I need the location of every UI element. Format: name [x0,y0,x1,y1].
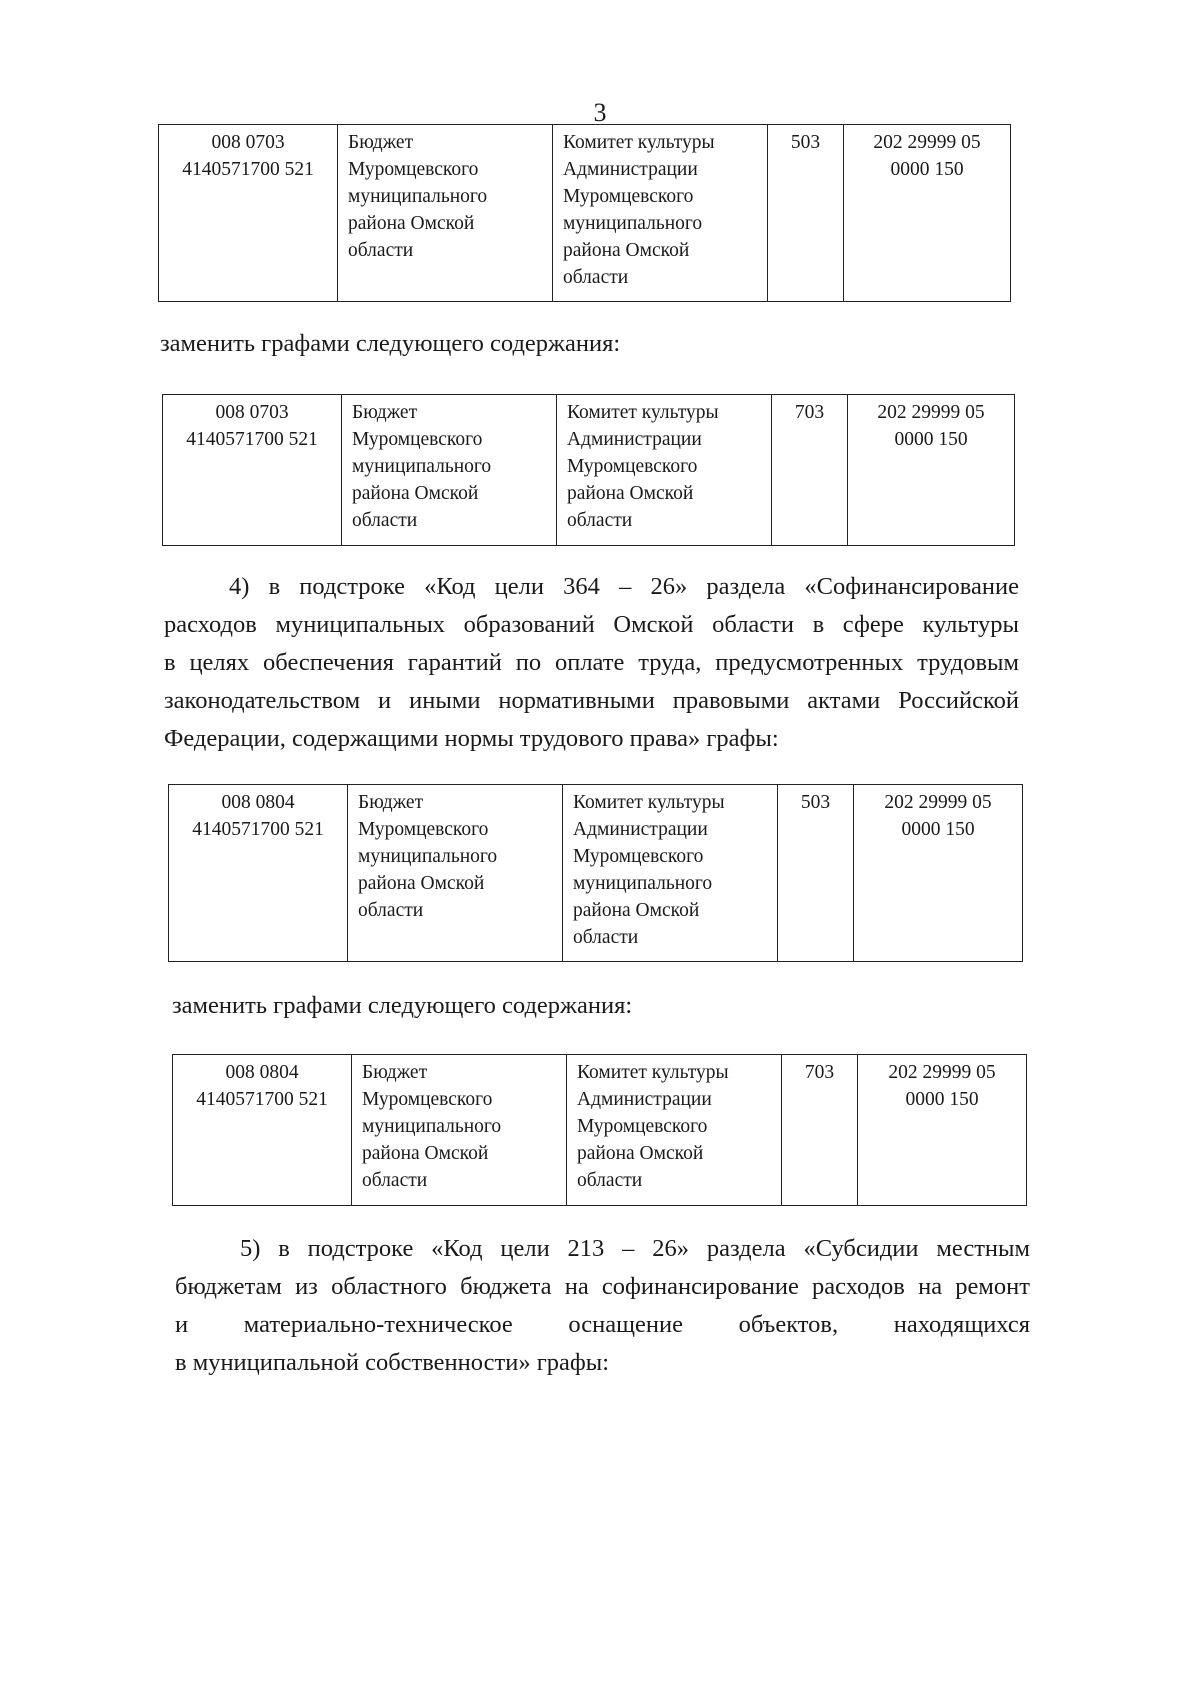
code-line-2: 4140571700 521 [196,1089,328,1110]
item-5-line: в муниципальной собственности» графы: [175,1349,610,1376]
budget-cell [342,395,557,546]
page-number: 3 [593,98,607,127]
committee-cell [557,395,772,546]
committee-cell [563,785,778,962]
budget-line: Бюджет [358,792,424,813]
committee-line: Комитет культуры [573,792,725,813]
replace-instruction-1: заменить графами следующего содержания: [160,330,621,357]
table-row [159,125,1011,302]
kbk-line-2: 0000 150 [890,159,964,180]
committee-line: Администрации [563,159,698,180]
kbk-line-2: 0000 150 [894,429,968,450]
code-cell [173,1055,352,1206]
code-line-1: 008 0804 [225,1062,299,1083]
budget-line: муниципального [358,846,498,867]
committee-line: района Омской [577,1143,704,1164]
committee-line: области [563,267,629,288]
code-cell [169,785,348,962]
budget-line: Муромцевского [348,159,479,180]
budget-cell [338,125,553,302]
committee-line: района Омской [563,240,690,261]
committee-line: области [567,510,633,531]
budget-line: области [362,1170,428,1191]
kbk-line-1: 202 29999 05 [873,132,981,153]
budget-line: муниципального [352,456,492,477]
kbk-line-1: 202 29999 05 [877,402,985,423]
number-cell: 503 [778,785,854,962]
item-5-paragraph [175,1230,1030,1382]
kbk-cell [854,785,1023,962]
budget-line: области [352,510,418,531]
code-line-1: 008 0804 [221,792,295,813]
table-original-0804 [168,784,1023,962]
committee-line: Комитет культуры [577,1062,729,1083]
budget-line: муниципального [348,186,488,207]
committee-line: муниципального [563,213,703,234]
budget-line: района Омской [362,1143,489,1164]
item-4-line: законодательством и иными нормативными правовыми актами Российской [164,687,1019,714]
committee-line: Муромцевского [573,846,704,867]
code-line-2: 4140571700 521 [192,819,324,840]
budget-line: Муромцевского [362,1089,493,1110]
committee-line: Администрации [567,429,702,450]
table-replacement-0804 [172,1054,1027,1206]
committee-line: Муромцевского [563,186,694,207]
committee-line: муниципального [573,873,713,894]
item-4-paragraph [164,568,1019,758]
committee-cell [567,1055,782,1206]
committee-cell [553,125,768,302]
table-original-0703 [158,124,1011,302]
kbk-line-2: 0000 150 [905,1089,979,1110]
budget-line: области [348,240,414,261]
committee-line: района Омской [567,483,694,504]
budget-line: Бюджет [352,402,418,423]
table-replacement-0703 [162,394,1015,546]
number-cell: 503 [768,125,844,302]
item-4-line: в целях обеспечения гарантий по оплате труда, предусмотренных трудовым [164,649,1019,676]
kbk-cell [844,125,1011,302]
kbk-cell [848,395,1015,546]
budget-line: Муромцевского [358,819,489,840]
committee-line: Комитет культуры [563,132,715,153]
item-5-line: бюджетам из областного бюджета на софинансирование расходов на ремонт [175,1273,1030,1300]
table-row [173,1055,1027,1206]
budget-line: района Омской [352,483,479,504]
budget-line: Муромцевского [352,429,483,450]
item-5-line: 5) в подстроке «Код цели 213 – 26» раздела «Субсидии местным [240,1235,1030,1262]
code-line-1: 008 0703 [215,402,289,423]
replace-instruction-2: заменить графами следующего содержания: [172,992,633,1019]
budget-line: района Омской [358,873,485,894]
committee-line: Администрации [577,1089,712,1110]
item-4-line: расходов муниципальных образований Омской области в сфере культуры [164,611,1019,638]
budget-line: области [358,900,424,921]
committee-line: области [573,927,639,948]
committee-line: района Омской [573,900,700,921]
committee-line: Администрации [573,819,708,840]
budget-cell [352,1055,567,1206]
number-cell: 703 [782,1055,858,1206]
committee-line: Комитет культуры [567,402,719,423]
item-4-line: 4) в подстроке «Код цели 364 – 26» раздела «Софинансирование [229,573,1019,600]
code-line-1: 008 0703 [211,132,285,153]
kbk-line-2: 0000 150 [901,819,975,840]
code-cell [159,125,338,302]
code-cell [163,395,342,546]
budget-line: Бюджет [348,132,414,153]
item-5-line: и материально-техническое оснащение объектов, находящихся [175,1311,1030,1338]
budget-cell [348,785,563,962]
code-line-2: 4140571700 521 [186,429,318,450]
budget-line: района Омской [348,213,475,234]
kbk-line-1: 202 29999 05 [884,792,992,813]
kbk-line-1: 202 29999 05 [888,1062,996,1083]
committee-line: Муромцевского [577,1116,708,1137]
committee-line: Муромцевского [567,456,698,477]
committee-line: области [577,1170,643,1191]
code-line-2: 4140571700 521 [182,159,314,180]
number-cell: 703 [772,395,848,546]
kbk-cell [858,1055,1027,1206]
budget-line: муниципального [362,1116,502,1137]
item-4-line: Федерации, содержащими нормы трудового права» графы: [164,725,779,752]
table-row [163,395,1015,546]
budget-line: Бюджет [362,1062,428,1083]
table-row [169,785,1023,962]
